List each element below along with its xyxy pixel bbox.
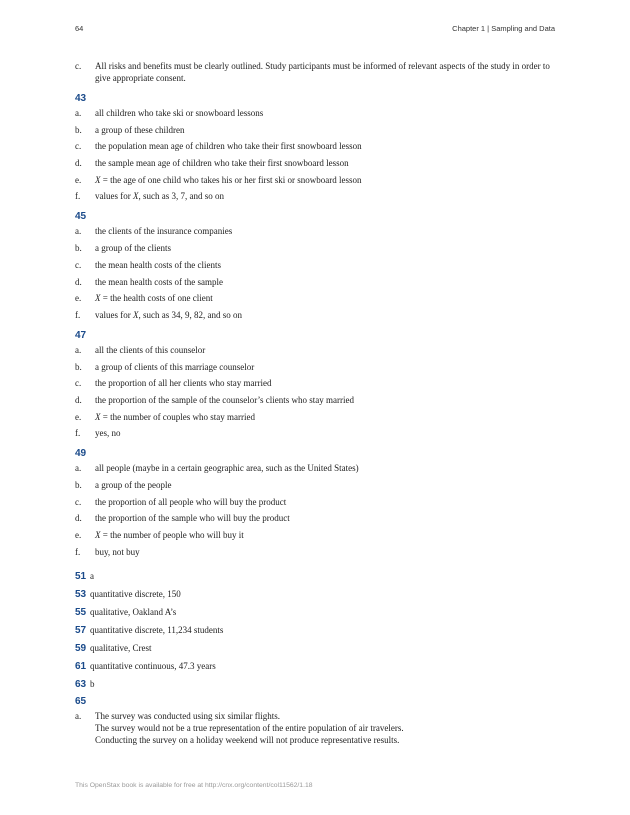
answer-line: The survey would not be a true representation of the entire population of air travelers. <box>95 723 404 734</box>
item-label: d. <box>75 513 82 524</box>
answer-text: qualitative, Oakland A’s <box>90 607 177 618</box>
short-answer <box>75 660 559 673</box>
list-item <box>75 292 559 304</box>
item-label: a. <box>75 226 82 237</box>
answer-line: The survey was conducted using six similar flights. <box>95 711 280 722</box>
question-number-47: 47 <box>75 329 87 341</box>
list-item <box>75 344 559 356</box>
item-text: the proportion of all people who will buy the product <box>95 496 287 507</box>
item-text: All risks and benefits must be clearly outlined. Study participants must be informed of relevant aspects of the study in order to give appropriate consent. <box>95 61 550 83</box>
list-item <box>75 462 559 474</box>
footer-attribution: This OpenStax book is available for free at http://cnx.org/content/col11562/1.18 <box>75 782 313 789</box>
item-label: f. <box>75 191 81 202</box>
item-text-rest: , such as 3, 7, and so on <box>138 191 224 202</box>
item-label: f. <box>75 428 81 439</box>
question-number: 55 <box>75 607 87 619</box>
list-item <box>75 276 559 288</box>
answer-content <box>75 60 559 751</box>
list-item <box>75 427 559 439</box>
item-text-pre: values for <box>95 191 133 202</box>
list-item <box>75 225 559 237</box>
item-label: c. <box>75 259 82 270</box>
short-answer <box>75 588 559 601</box>
item-text <box>95 309 559 321</box>
item-text-rest: , such as 34, 9, 82, and so on <box>138 309 242 320</box>
item-label: b. <box>75 361 82 372</box>
item-label: a. <box>75 463 82 474</box>
item-text: the proportion of the sample of the counselor’s clients who stay married <box>95 394 355 405</box>
item-text <box>95 411 559 423</box>
answer-text: quantitative discrete, 150 <box>90 589 181 600</box>
item-label: b. <box>75 124 82 135</box>
question-number: 59 <box>75 643 87 655</box>
item-label: e. <box>75 411 82 422</box>
question-number: 57 <box>75 625 87 637</box>
question-number-65: 65 <box>75 696 87 708</box>
short-answer <box>75 642 559 655</box>
list-item <box>75 546 559 558</box>
variable-x: X <box>133 309 139 320</box>
item-text-rest: = the health costs of one client <box>100 293 213 304</box>
item-text <box>95 190 559 202</box>
list-item <box>75 411 559 423</box>
list-item <box>75 512 559 524</box>
item-label: a. <box>75 108 82 118</box>
question-number: 53 <box>75 589 87 601</box>
item-label: c. <box>75 496 82 507</box>
variable-x: X <box>95 174 101 185</box>
list-item <box>75 309 559 321</box>
answer-line: Conducting the survey on a holiday weekend will not produce representative results. <box>95 735 400 746</box>
item-text: all people (maybe in a certain geographic area, such as the United States) <box>95 463 359 474</box>
item-text <box>95 710 559 746</box>
item-label: e. <box>75 530 82 541</box>
short-answer <box>75 678 559 691</box>
variable-x: X <box>95 293 101 304</box>
item-text: all the clients of this counselor <box>95 344 206 355</box>
item-label: a. <box>75 344 82 355</box>
variable-x: X <box>95 411 101 422</box>
list-item <box>75 190 559 202</box>
item-label: d. <box>75 276 82 287</box>
item-text: all children who take ski or snowboard lessons <box>95 108 264 118</box>
answer-text: a <box>90 571 94 582</box>
list-item <box>75 140 559 152</box>
item-label: f. <box>75 546 81 557</box>
list-item <box>75 124 559 136</box>
answer-text: b <box>90 679 95 690</box>
item-text: the proportion of all her clients who stay married <box>95 378 272 389</box>
item-text-rest: = the number of couples who stay married <box>100 411 256 422</box>
item-label: e. <box>75 293 82 304</box>
item-text <box>95 292 559 304</box>
list-item <box>75 377 559 389</box>
list-item <box>75 174 559 186</box>
short-answer <box>75 624 559 637</box>
list-item <box>75 496 559 508</box>
list-item <box>75 394 559 406</box>
item-label: c. <box>75 141 82 152</box>
item-text: the sample mean age of children who take their first snowboard lesson <box>95 158 349 169</box>
list-item <box>75 259 559 271</box>
item-text: yes, no <box>95 428 121 439</box>
item-label: e. <box>75 174 82 185</box>
question-number: 51 <box>75 571 87 583</box>
variable-x: X <box>95 530 101 541</box>
item-text: a group of these children <box>95 124 185 135</box>
variable-x: X <box>133 191 139 202</box>
question-number-43: 43 <box>75 93 87 104</box>
item-label: c. <box>75 378 82 389</box>
page-number: 64 <box>75 24 84 33</box>
item-text: a group of clients of this marriage counselor <box>95 361 255 372</box>
list-item <box>75 361 559 373</box>
question-number-45: 45 <box>75 211 87 223</box>
short-answer <box>75 606 559 619</box>
item-text-rest: = the age of one child who takes his or her first ski or snowboard lesson <box>100 174 362 185</box>
item-text: a group of the clients <box>95 243 171 254</box>
question-number: 61 <box>75 661 87 673</box>
item-text <box>95 529 559 541</box>
question-number-49: 49 <box>75 448 87 460</box>
answer-text: qualitative, Crest <box>90 643 152 654</box>
item-text-pre: values for <box>95 309 133 320</box>
answer-text: quantitative discrete, 11,234 students <box>90 625 224 636</box>
intro-item <box>75 60 559 84</box>
list-item <box>75 710 559 746</box>
question-number: 63 <box>75 679 87 691</box>
item-label: f. <box>75 309 81 320</box>
list-item <box>75 529 559 541</box>
item-text: the mean health costs of the sample <box>95 276 223 287</box>
item-text: the mean health costs of the clients <box>95 259 221 270</box>
short-answer <box>75 570 559 583</box>
list-item <box>75 157 559 169</box>
item-label: d. <box>75 394 82 405</box>
list-item <box>75 242 559 254</box>
item-label: c. <box>75 61 82 71</box>
item-label: d. <box>75 158 82 169</box>
list-item <box>75 107 559 119</box>
item-text: the clients of the insurance companies <box>95 226 233 237</box>
list-item <box>75 479 559 491</box>
item-text <box>95 174 559 186</box>
answer-text: quantitative continuous, 47.3 years <box>90 661 216 672</box>
item-label: b. <box>75 480 82 490</box>
item-label: b. <box>75 243 82 254</box>
item-text: the proportion of the sample who will buy the product <box>95 513 290 524</box>
chapter-title: Chapter 1 | Sampling and Data <box>452 24 555 33</box>
item-text-rest: = the number of people who will buy it <box>100 530 244 541</box>
item-text: a group of the people <box>95 480 172 490</box>
item-text: the population mean age of children who take their first snowboard lesson <box>95 141 362 152</box>
item-label: a. <box>75 711 82 722</box>
item-text: buy, not buy <box>95 546 140 557</box>
